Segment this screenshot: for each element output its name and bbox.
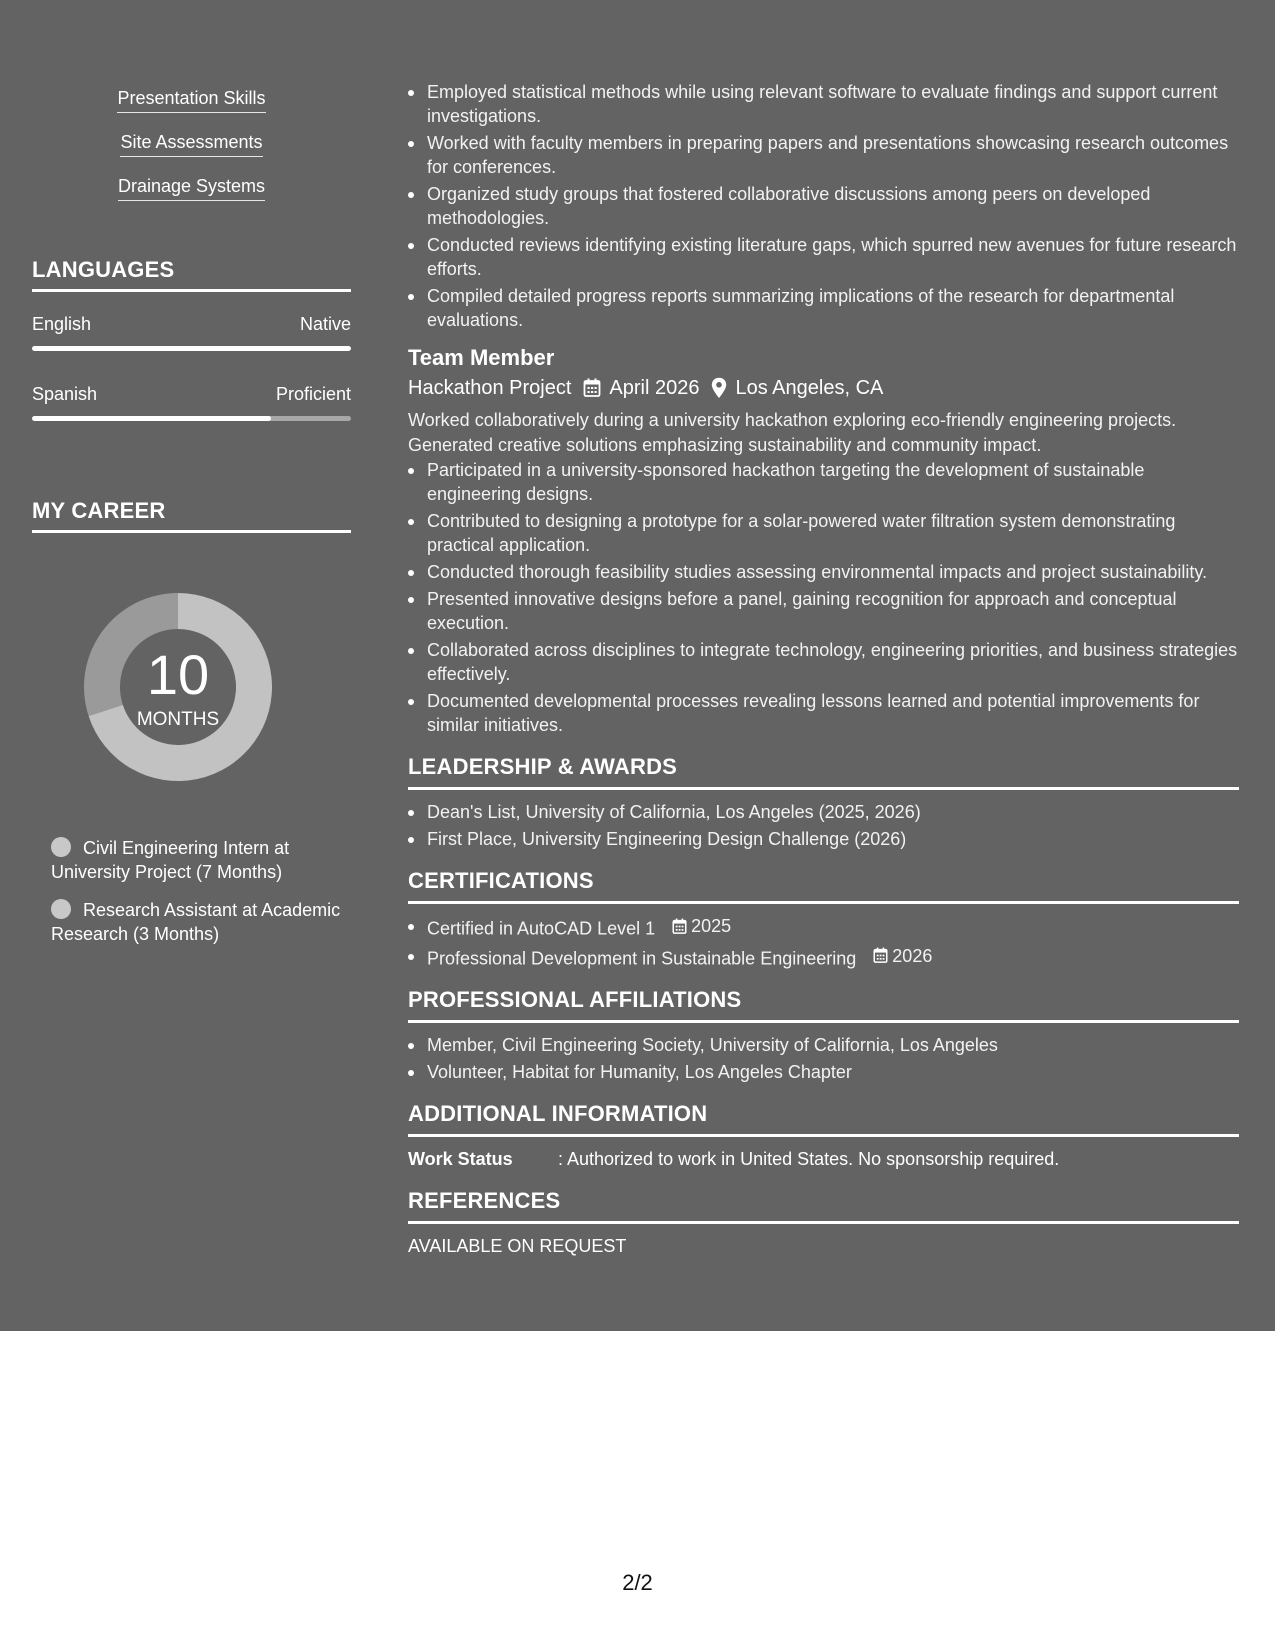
career-item xyxy=(51,898,351,946)
leadership-list xyxy=(408,800,1239,851)
language-proficiency-fill xyxy=(32,346,351,351)
certification-year-wrap xyxy=(873,944,932,968)
list-item: Conducted thorough feasibility studies assessing environmental impacts and project sustainability. xyxy=(408,560,1239,584)
career-heading: MY CAREER xyxy=(32,498,351,533)
career-item-text: Research Assistant at Academic Research (3 Months) xyxy=(51,900,341,944)
list-item: Worked with faculty members in preparing papers and presentations showcasing research outcomes for conferences. xyxy=(408,131,1239,179)
career-legend-dot xyxy=(51,837,71,857)
skill-item: Site Assessments xyxy=(120,130,262,157)
job-title: Team Member xyxy=(408,345,555,370)
list-item xyxy=(408,914,1239,941)
certification-year: 2025 xyxy=(691,916,732,936)
affiliations-heading: PROFESSIONAL AFFILIATIONS xyxy=(408,986,1239,1023)
language-level: Native xyxy=(299,314,351,334)
list-item: Conducted reviews identifying existing literature gaps, which spurred new avenues for future research efforts. xyxy=(408,233,1239,281)
job-organization: Hackathon Project xyxy=(408,377,572,399)
calendar-icon xyxy=(873,947,888,964)
job-location: Los Angeles, CA xyxy=(735,377,884,399)
leadership-heading: LEADERSHIP & AWARDS xyxy=(408,753,1239,790)
job-meta xyxy=(408,374,1239,402)
certification-year: 2026 xyxy=(892,945,933,966)
work-status-row xyxy=(408,1147,1239,1171)
skill-item: Drainage Systems xyxy=(118,174,265,201)
languages-heading: LANGUAGES xyxy=(32,257,351,292)
list-item xyxy=(408,944,1239,971)
location-pin-icon xyxy=(711,377,727,399)
certifications-list xyxy=(408,914,1239,970)
list-item: Collaborated across disciplines to integrate technology, engineering priorities, and business strategies effectively. xyxy=(408,638,1239,686)
page-number: 2/2 xyxy=(622,1570,653,1595)
list-item: Participated in a university-sponsored hackathon targeting the development of sustainable engineering designs. xyxy=(408,458,1239,506)
career-total-value: 10 xyxy=(146,643,210,706)
experience-bullets xyxy=(408,80,1239,332)
references-text: AVAILABLE ON REQUEST xyxy=(408,1236,627,1256)
list-item: Presented innovative designs before a panel, gaining recognition for approach and conceptual execution. xyxy=(408,587,1239,635)
list-item: Compiled detailed progress reports summarizing implications of the research for departmental evaluations. xyxy=(408,284,1239,332)
calendar-icon xyxy=(583,378,601,398)
career-item-text: Civil Engineering Intern at University Project (7 Months) xyxy=(51,838,290,882)
career-legend-dot xyxy=(51,899,71,919)
skill-list xyxy=(32,86,351,218)
language-name: Spanish xyxy=(32,384,98,404)
list-item: Employed statistical methods while using relevant software to evaluate findings and support current investigations. xyxy=(408,80,1239,128)
additional-info-heading: ADDITIONAL INFORMATION xyxy=(408,1100,1239,1137)
affiliations-list xyxy=(408,1033,1239,1084)
list-item: First Place, University Engineering Design Challenge (2026) xyxy=(408,827,1239,851)
career-donut-chart xyxy=(66,575,290,799)
skill-item: Presentation Skills xyxy=(117,86,265,113)
list-item: Volunteer, Habitat for Humanity, Los Angeles Chapter xyxy=(408,1060,1239,1084)
language-proficiency-fill xyxy=(32,416,271,421)
list-item: Documented developmental processes revealing lessons learned and potential improvements for similar initiatives. xyxy=(408,689,1239,737)
certifications-heading: CERTIFICATIONS xyxy=(408,867,1239,904)
career-item xyxy=(51,836,351,884)
list-item: Contributed to designing a prototype for a solar-powered water filtration system demonstrating practical application. xyxy=(408,509,1239,557)
certification-name: Professional Development in Sustainable Engineering xyxy=(427,948,857,968)
career-total-unit: MONTHS xyxy=(136,709,220,730)
job-date: April 2026 xyxy=(609,377,700,399)
list-item: Dean's List, University of California, Los Angeles (2025, 2026) xyxy=(408,800,1239,824)
language-level: Proficient xyxy=(275,384,351,404)
language-proficiency-bar xyxy=(32,346,351,351)
work-status-value: : Authorized to work in United States. No sponsorship required. xyxy=(558,1149,1060,1169)
language-name: English xyxy=(32,314,92,334)
certification-year-wrap xyxy=(672,914,731,938)
job-summary: Worked collaboratively during a university hackathon exploring eco-friendly engineering projects. Generated creative solutions emphasizing sustainability and community impact. xyxy=(408,410,1177,455)
calendar-icon xyxy=(672,918,687,935)
references-heading: REFERENCES xyxy=(408,1187,1239,1224)
main-column xyxy=(408,80,1239,1258)
language-proficiency-bar xyxy=(32,416,351,421)
work-status-label: Work Status xyxy=(408,1149,513,1169)
job-bullets xyxy=(408,458,1239,737)
list-item: Organized study groups that fostered collaborative discussions among peers on developed methodologies. xyxy=(408,182,1239,230)
certification-name: Certified in AutoCAD Level 1 xyxy=(427,918,656,939)
list-item: Member, Civil Engineering Society, University of California, Los Angeles xyxy=(408,1033,1239,1057)
